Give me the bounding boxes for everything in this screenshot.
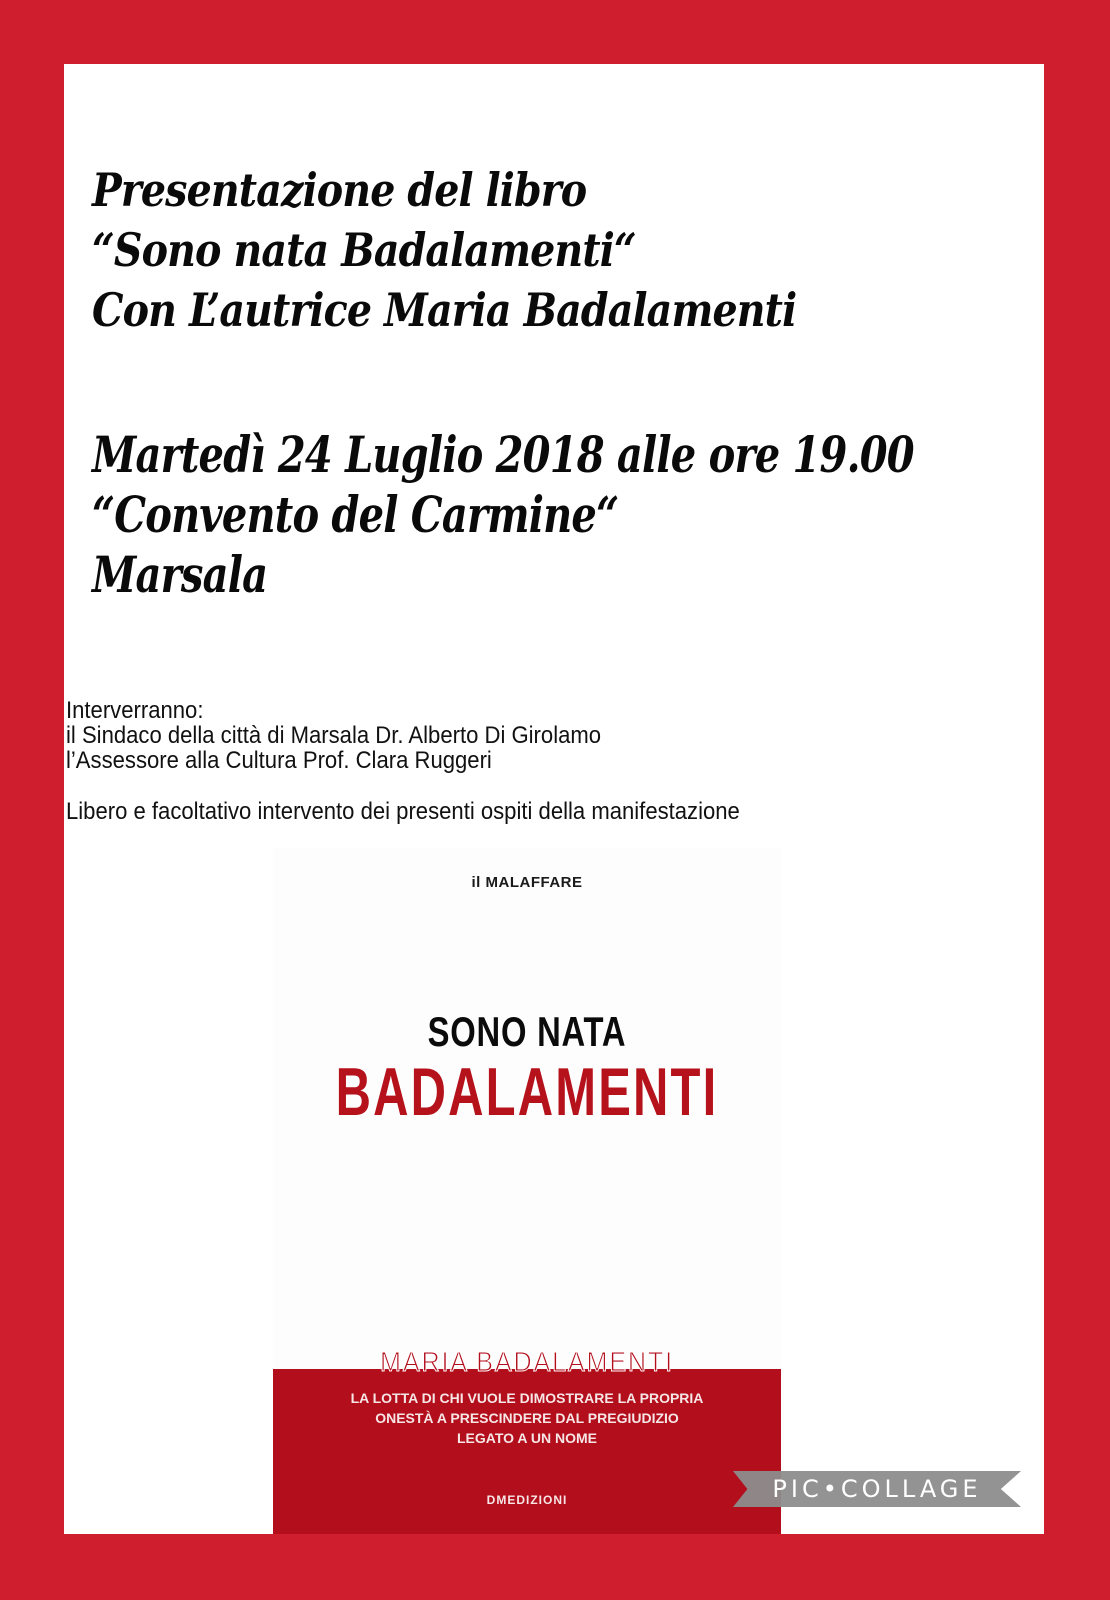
speaker-item: il Sindaco della città di Marsala Dr. Alberto Di Girolamo (66, 722, 602, 749)
watermark-text: PIC•COLLAGE (772, 1475, 982, 1503)
book-title-line2: BADALAMENTI (335, 1054, 719, 1130)
tagline-line: LEGATO A UN NOME (457, 1430, 597, 1446)
book-title-line1: SONO NATA (427, 1008, 627, 1055)
book-author: MARIA BADALAMENTI (380, 1346, 674, 1377)
event-venue: “Convento del Carmine“ (92, 485, 619, 544)
header-line: “Sono nata Badalamenti“ (92, 223, 636, 277)
tagline-line: ONESTÀ A PRESCINDERE DAL PREGIUDIZIO (375, 1410, 679, 1426)
header-line: Presentazione del libro (92, 163, 587, 217)
piccollage-watermark (733, 1471, 1021, 1507)
event-date-time: Martedì 24 Luglio 2018 alle ore 19.00 (92, 425, 914, 484)
book-tagline (273, 1388, 781, 1448)
speakers-section (66, 698, 740, 824)
presentation-header (92, 160, 796, 340)
event-city: Marsala (92, 545, 268, 604)
book-cover (273, 848, 781, 1534)
tagline-line: LA LOTTA DI CHI VUOLE DIMOSTRARE LA PROPRIA (350, 1390, 704, 1406)
spacer (66, 773, 740, 799)
speaker-item: l’Assessore alla Cultura Prof. Clara Ruggeri (66, 747, 492, 774)
book-series: il MALAFFARE (471, 874, 583, 891)
header-line: Con L’autrice Maria Badalamenti (92, 283, 797, 337)
publisher-logo: DMEDIZIONI (486, 1493, 568, 1507)
speakers-intro: Interverranno: (66, 697, 204, 724)
event-details (92, 425, 914, 605)
open-participation-note: Libero e facoltativo intervento dei presenti ospiti della manifestazione (66, 798, 740, 825)
